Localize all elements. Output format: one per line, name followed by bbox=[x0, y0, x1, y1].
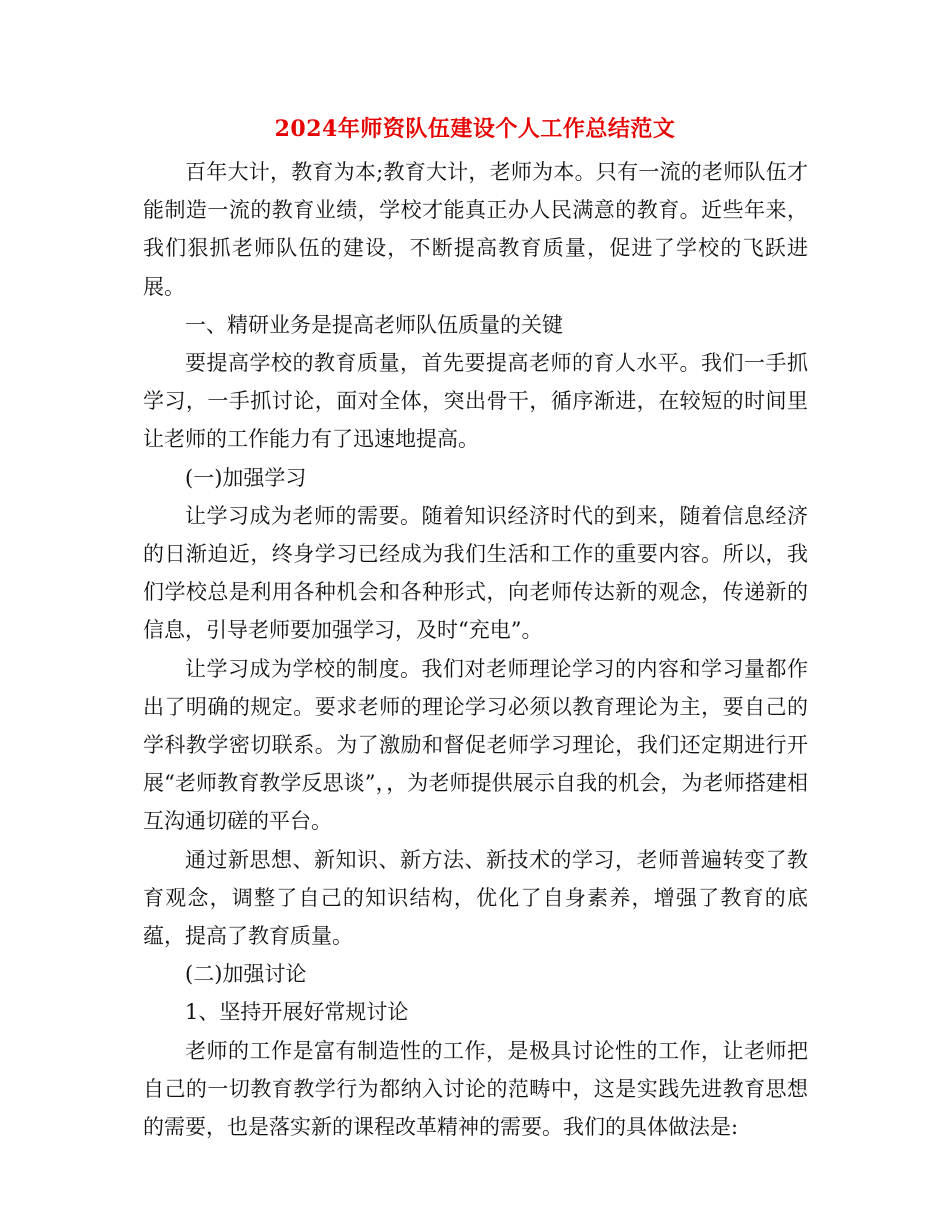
item-heading: 1、坚持开展好常规讨论 bbox=[185, 1000, 409, 1025]
paragraph: 让学习成为老师的需要。随着知识经济时代的到来，随着信息经济的日渐迫近，终身学习已经成为我们生活和工作的重要内容。所以，我们学校总是利用各种机会和各种形式，向老师传达新的观念，传递新的信息，引导老师要加强学习，及时“充电”。 bbox=[143, 503, 808, 643]
section-heading: 一、精研业务是提高老师队伍质量的关键 bbox=[185, 312, 563, 337]
paragraph: 让学习成为学校的制度。我们对老师理论学习的内容和学习量都作出了明确的规定。要求老师的理论学习必须以教育理论为主，要自己的学科教学密切联系。为了激励和督促老师学习理论，我们还定期进行开展“老师教育教学反思谈”，，为老师提供展示自我的机会，为老师搭建相互沟通切磋的平台。 bbox=[143, 656, 808, 834]
subsection-heading: (一)加强学习 bbox=[185, 465, 307, 490]
paragraph: 百年大计，教育为本;教育大计，老师为本。只有一流的老师队伍才能制造一流的教育业绩，学校才能真正办人民满意的教育。近些年来，我们狠抓老师队伍的建设，不断提高教育质量，促进了学校的飞跃进展。 bbox=[143, 160, 808, 299]
paragraph: 通过新思想、新知识、新方法、新技术的学习，老师普遍转变了教育观念，调整了自己的知识结构，优化了自身素养，增强了教育的底蕴，提高了教育质量。 bbox=[143, 847, 808, 949]
paragraph: 老师的工作是富有制造性的工作，是极具讨论性的工作，让老师把自己的一切教育教学行为都纳入讨论的范畴中，这是实践先进教育思想的需要，也是落实新的课程改革精神的需要。我们的具体做法是: bbox=[143, 1038, 808, 1140]
document-title: 2024年师资队伍建设个人工作总结范文 bbox=[274, 116, 676, 142]
subsection-heading: (二)加强讨论 bbox=[185, 962, 307, 987]
paragraph: 要提高学校的教育质量，首先要提高老师的育人水平。我们一手抓学习，一手抓讨论，面对全体，突出骨干，循序渐进，在较短的时间里让老师的工作能力有了迅速地提高。 bbox=[143, 351, 808, 452]
document-body bbox=[143, 153, 808, 1146]
